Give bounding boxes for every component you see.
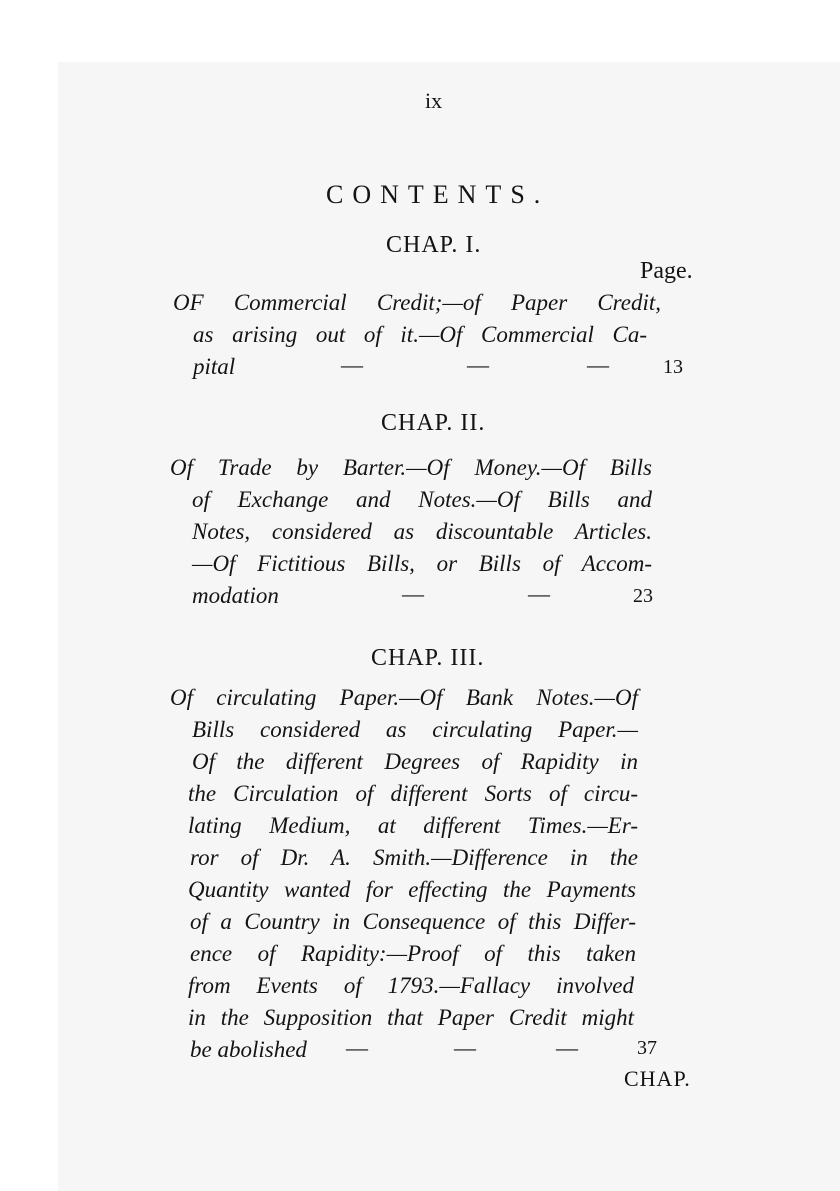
chapter-1-line-2: as arising out of it.—Of Commercial Ca- [193,322,647,347]
chapter-2-line-5: modation [192,583,279,608]
page-folio: ix [425,88,443,113]
leader-dash: — [402,581,424,606]
chapter-1-entry [173,290,733,390]
leader-dash: — [467,352,489,377]
chapter-3-line-9: ence of Rapidity:—Proof of this taken [190,941,636,966]
page-column-label: Page. [640,258,693,284]
chapter-2-line-4: —Of Fictitious Bills, or Bills of Accom- [192,551,652,576]
chapter-3-line-2: Bills considered as circulating Paper.— [192,717,638,742]
chapter-3-line-8: of a Country in Consequence of this Differ- [190,909,636,934]
chapter-3-line-5: lating Medium, at different Times.—Er- [188,813,638,838]
leader-dash: — [528,581,550,606]
leader-dash: — [454,1035,476,1060]
chapter-3-line-3: Of the different Degrees of Rapidity in [192,749,638,774]
chapter-1-title: CHAP. I. [386,232,482,258]
chapter-2-entry [170,455,730,615]
chapter-1-page-number: 13 [663,356,683,378]
chapter-3-page-number: 37 [637,1037,657,1059]
chapter-3-line-4: the Circulation of different Sorts of circu- [188,781,638,806]
leader-dash: — [556,1035,578,1060]
leader-dash: — [341,352,363,377]
chapter-1-line-3: pital [193,354,236,379]
chapter-3-line-11: in the Supposition that Paper Credit might [188,1005,634,1030]
chapter-2-line-2: of Exchange and Notes.—Of Bills and [192,487,652,512]
chapter-3-line-7: Quantity wanted for effecting the Payments [188,877,636,902]
chapter-2-page-number: 23 [633,585,653,607]
chapter-2-title: CHAP. II. [381,410,486,436]
chapter-1-line-1: OF Commercial Credit;—of Paper Credit, [173,290,661,315]
chapter-3-entry [170,685,730,1065]
chapter-3-line-12: be abolished [190,1037,307,1062]
chapter-2-line-3: Notes, considered as discountable Articles. [192,519,652,544]
chapter-3-line-10: from Events of 1793.—Fallacy involved [188,973,634,998]
catchword: CHAP. [624,1066,691,1091]
chapter-2-line-1: Of Trade by Barter.—Of Money.—Of Bills [170,455,652,480]
leader-dash: — [587,352,609,377]
chapter-3-line-1: Of circulating Paper.—Of Bank Notes.—Of [170,685,638,710]
contents-heading: CONTENTS. [326,180,550,209]
chapter-3-title: CHAP. III. [371,645,485,671]
chapter-3-line-6: ror of Dr. A. Smith.—Difference in the [190,845,638,870]
leader-dash: — [346,1035,368,1060]
